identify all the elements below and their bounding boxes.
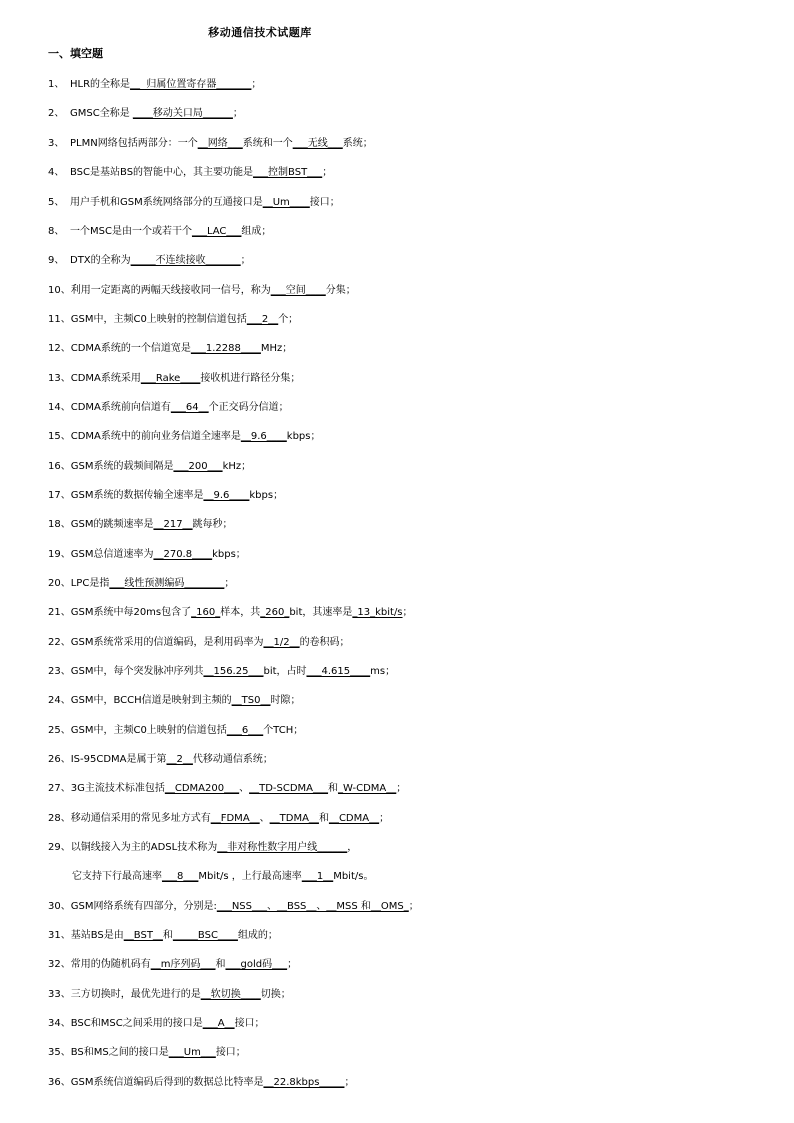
question-text: 个；: [278, 314, 299, 325]
question-item: [48, 694, 300, 708]
question-text: GSM系统中每20ms包含了: [70, 607, 192, 618]
question-number: 17、: [48, 490, 71, 501]
question-item: [48, 782, 406, 796]
question-text: 组成的；: [237, 930, 278, 941]
question-text: GSM中，每个突发脉冲序列共: [70, 666, 204, 677]
question-number: 36、: [48, 1077, 71, 1088]
question-item: [48, 460, 251, 474]
answer-blank: _260_: [260, 607, 290, 618]
question-number: 32、: [48, 959, 71, 970]
question-text: ；: [224, 578, 235, 589]
question-number: 35、: [48, 1047, 71, 1058]
question-text: IS-95CDMA是属于第: [70, 754, 167, 765]
question-text: GSM中，BCCH信道是映射到主频的: [70, 695, 232, 706]
question-number: 4、: [48, 167, 68, 178]
question-text: CDMA系统前向信道有: [70, 402, 171, 413]
answer-blank: __TD-SCDMA___: [249, 783, 329, 794]
question-number: 31、: [48, 930, 71, 941]
question-item: [48, 137, 373, 151]
answer-blank: ___Um___: [168, 1047, 216, 1058]
question-item: [72, 870, 373, 884]
question-number: 8、: [48, 226, 68, 237]
answer-blank: __9.6____: [240, 431, 287, 442]
question-number: 18、: [48, 519, 71, 530]
question-text: GMSC全称是: [70, 108, 133, 119]
question-number: 33、: [48, 989, 71, 1000]
answer-blank: ___gold码___: [225, 959, 288, 970]
answer-blank: ___8___: [162, 871, 199, 882]
question-text: GSM系统信道编码后得到的数据总比特率是: [70, 1077, 264, 1088]
answer-blank: ___NSS___、__BSS__、__MSS 和__OMS_: [216, 901, 409, 912]
question-text: GSM总信道速率为: [70, 549, 154, 560]
question-number: 12、: [48, 343, 71, 354]
question-text: GSM系统常采用的信道编码，是利用码率为: [70, 637, 264, 648]
question-number: 27、: [48, 783, 71, 794]
question-item: [48, 958, 297, 972]
question-text: CDMA系统采用: [70, 373, 141, 384]
question-item: [48, 342, 292, 356]
question-number: 13、: [48, 373, 71, 384]
question-item: [48, 401, 289, 415]
question-number: 21、: [48, 607, 71, 618]
question-text: LPC是指: [70, 578, 110, 589]
question-text: 移动通信采用的常见多址方式有: [70, 813, 211, 824]
answer-blank: ___1__: [301, 871, 334, 882]
answer-blank: __FDMA__: [210, 813, 260, 824]
question-text: GSM网络系统有四部分，分别是:: [70, 901, 217, 912]
answer-blank: _____BSC____: [172, 930, 238, 941]
question-text: ；: [402, 607, 413, 618]
question-text: ，: [347, 842, 358, 853]
question-text: ；: [379, 813, 390, 824]
question-item: [48, 284, 356, 298]
question-text: 分集；: [325, 285, 356, 296]
question-number: 3、: [48, 138, 68, 149]
answer-blank: ___线性预测编码________: [109, 578, 225, 589]
question-text: ；: [408, 901, 419, 912]
question-text: DTX的全称为: [70, 255, 131, 266]
question-text: 、: [259, 813, 270, 824]
question-number: 22、: [48, 637, 71, 648]
question-text: BSC和MSC之间采用的接口是: [70, 1018, 203, 1029]
question-item: [48, 929, 278, 943]
answer-blank: __1/2__: [263, 637, 300, 648]
question-number: 26、: [48, 754, 71, 765]
question-text: 一个MSC是由一个或若干个: [70, 226, 192, 237]
question-item: [48, 166, 332, 180]
question-item: [48, 430, 321, 444]
question-text: ；: [344, 1077, 355, 1088]
question-text: bit，占时: [263, 666, 307, 677]
question-number: 19、: [48, 549, 71, 560]
question-text: 系统和一个: [242, 138, 293, 149]
question-text: 的卷积码；: [299, 637, 350, 648]
answer-blank: ___6___: [226, 725, 264, 736]
question-text: BSC是基站BS的智能中心，其主要功能是: [70, 167, 254, 178]
question-text: MHz；: [260, 343, 293, 354]
question-item: [48, 78, 261, 92]
question-text: Mbit/s。: [333, 871, 374, 882]
question-text: 和: [328, 783, 339, 794]
question-text: 接口；: [234, 1018, 265, 1029]
question-text: kbps；: [249, 490, 284, 501]
question-text: ；: [287, 959, 298, 970]
answer-blank: _160_: [191, 607, 221, 618]
question-text: 3G主流技术标准包括: [70, 783, 165, 794]
question-text: 个TCH；: [263, 725, 304, 736]
answer-blank: __CDMA__: [328, 813, 380, 824]
answer-blank: ___Rake____: [140, 373, 201, 384]
question-text: 组成；: [241, 226, 272, 237]
answer-blank: ____移动关口局______: [132, 108, 233, 119]
question-number: 1、: [48, 79, 68, 90]
question-text: ms；: [370, 666, 396, 677]
question-item: [48, 225, 271, 239]
question-text: 常用的伪随机码有: [70, 959, 151, 970]
question-text: GSM中，主频C0上映射的控制信道包括: [70, 314, 247, 325]
question-text: 和: [215, 959, 226, 970]
answer-blank: __CDMA200___: [164, 783, 240, 794]
answer-blank: __网络___: [197, 138, 243, 149]
answer-blank: ___A__: [202, 1018, 235, 1029]
answer-blank: ___4.615____: [306, 666, 371, 677]
question-text: 基站BS是由: [70, 930, 124, 941]
answer-blank: __217__: [153, 519, 193, 530]
question-number: 15、: [48, 431, 71, 442]
question-item: [48, 606, 413, 620]
answer-blank: _13_kbit/s: [352, 607, 403, 618]
question-item: [48, 577, 234, 591]
answer-blank: ___64__: [170, 402, 209, 413]
question-text: 用户手机和GSM系统网络部分的互通接口是: [70, 197, 263, 208]
question-item: [48, 107, 243, 121]
question-text: GSM的跳频速率是: [70, 519, 154, 530]
question-text: ；: [251, 79, 262, 90]
question-text: 接收机进行路径分集；: [200, 373, 301, 384]
question-item: [48, 1017, 265, 1031]
question-text: ；: [240, 255, 251, 266]
question-item: [48, 900, 419, 914]
question-number: 9、: [48, 255, 65, 266]
question-number: 23、: [48, 666, 71, 677]
question-text: 、: [239, 783, 250, 794]
answer-blank: __非对称性数字用户线______: [217, 842, 348, 853]
question-number: 34、: [48, 1018, 71, 1029]
question-number: 24、: [48, 695, 71, 706]
question-number: 5、: [48, 197, 68, 208]
question-text: 和: [162, 930, 173, 941]
answer-blank: __156.25___: [203, 666, 264, 677]
answer-blank: __ 归属位置寄存器_______: [130, 79, 252, 90]
question-text: kbps；: [212, 549, 246, 560]
question-text: 跳每秒；: [192, 519, 233, 530]
answer-blank: ___1.2288____: [190, 343, 261, 354]
answer-blank: ___控制BST___: [253, 167, 323, 178]
answer-blank: ___空间____: [270, 285, 326, 296]
question-text: 样本，共: [220, 607, 261, 618]
question-text: ；: [396, 783, 407, 794]
answer-blank: __9.6____: [203, 490, 250, 501]
question-item: [48, 1046, 246, 1060]
question-text: 接口；: [309, 197, 340, 208]
answer-blank: _W-CDMA__: [338, 783, 397, 794]
question-text: GSM中，主频C0上映射的信道包括: [70, 725, 227, 736]
question-text: CDMA系统的一个信道宽是: [70, 343, 191, 354]
answer-blank: __BST__: [123, 930, 163, 941]
question-text: 个正交码分信道；: [208, 402, 289, 413]
question-number: 20、: [48, 578, 71, 589]
question-text: 系统；: [342, 138, 373, 149]
question-text: 代移动通信系统；: [192, 754, 273, 765]
question-text: 它支持下行最高速率: [72, 871, 162, 882]
question-text: ；: [232, 108, 243, 119]
question-text: kHz；: [222, 461, 252, 472]
question-number: 10、: [48, 285, 71, 296]
question-text: 时隙；: [270, 695, 301, 706]
question-item: [48, 489, 283, 503]
answer-blank: _____不连续接收_______: [130, 255, 241, 266]
answer-blank: ___2__: [246, 314, 279, 325]
answer-blank: ___无线___: [292, 138, 343, 149]
section-heading: 一、填空题: [48, 47, 103, 60]
question-text: PLMN网络包括两部分：一个: [70, 138, 198, 149]
question-text: bit，其速率是: [289, 607, 353, 618]
answer-blank: __TDMA__: [269, 813, 319, 824]
question-number: 30、: [48, 901, 71, 912]
question-item: [48, 636, 350, 650]
question-text: kbps；: [286, 431, 321, 442]
question-text: 接口；: [215, 1047, 246, 1058]
question-text: 利用一定距离的两幅天线接收同一信号，称为: [70, 285, 271, 296]
document-title: 移动通信技术试题库: [208, 26, 312, 39]
question-text: BS和MS之间的接口是: [70, 1047, 169, 1058]
answer-blank: ___LAC___: [191, 226, 242, 237]
question-item: [48, 812, 389, 826]
question-item: [48, 254, 251, 268]
question-number: 16、: [48, 461, 71, 472]
answer-blank: __m序列码___: [150, 959, 216, 970]
question-text: 三方切换时，最优先进行的是: [70, 989, 201, 1000]
question-item: [48, 988, 291, 1002]
question-item: [48, 753, 273, 767]
question-item: [48, 313, 298, 327]
question-number: 29、: [48, 842, 71, 853]
question-number: 2、: [48, 108, 68, 119]
question-text: HLR的全称是: [70, 79, 131, 90]
question-text: CDMA系统中的前向业务信道全速率是: [70, 431, 241, 442]
answer-blank: __270.8____: [153, 549, 213, 560]
question-text: 切换；: [260, 989, 291, 1000]
question-text: GSM系统的载频间隔是: [70, 461, 174, 472]
question-text: ；: [322, 167, 333, 178]
question-item: [48, 518, 233, 532]
answer-blank: ___200___: [173, 461, 223, 472]
question-item: [48, 1076, 354, 1090]
question-text: 和: [318, 813, 329, 824]
answer-blank: __2__: [166, 754, 193, 765]
question-item: [48, 724, 303, 738]
question-item: [48, 196, 340, 210]
question-item: [48, 548, 246, 562]
question-text: Mbit/s ，上行最高速率: [198, 871, 302, 882]
question-number: 28、: [48, 813, 71, 824]
question-item: [48, 372, 300, 386]
answer-blank: __软切换____: [200, 989, 261, 1000]
question-item: [48, 841, 357, 855]
question-text: 以铜线接入为主的ADSL技术称为: [70, 842, 218, 853]
answer-blank: __TS0__: [231, 695, 271, 706]
answer-blank: __22.8kbps_____: [263, 1077, 345, 1088]
question-number: 25、: [48, 725, 71, 736]
answer-blank: __Um____: [262, 197, 310, 208]
question-item: [48, 665, 395, 679]
question-number: 11、: [48, 314, 71, 325]
question-number: 14、: [48, 402, 71, 413]
question-text: GSM系统的数据传输全速率是: [70, 490, 204, 501]
